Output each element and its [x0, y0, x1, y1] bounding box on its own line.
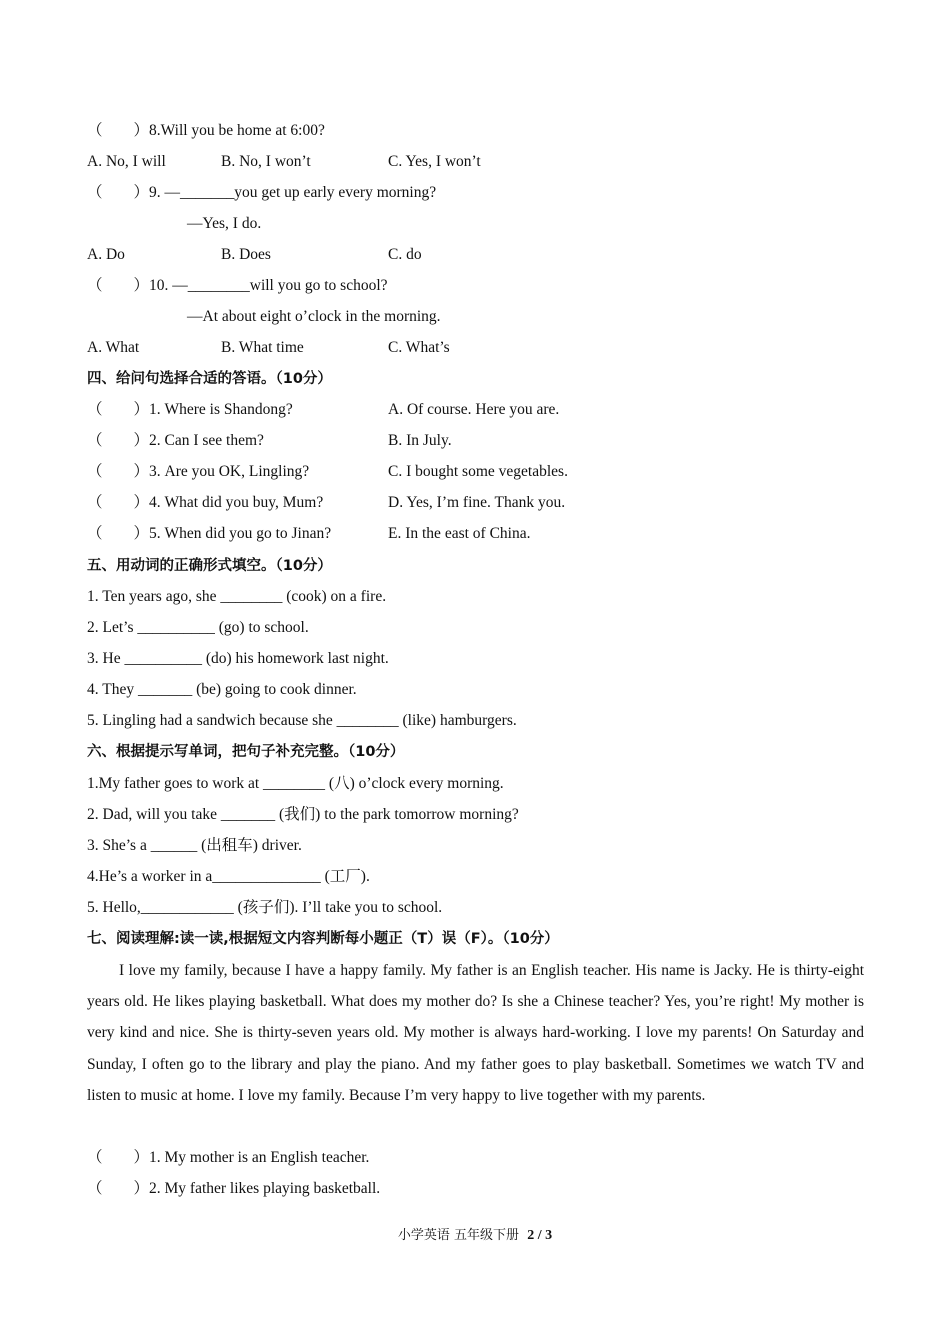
option-c: C. do	[388, 246, 422, 263]
verb-item-4: 4. They _______ (be) going to cook dinner.	[87, 681, 357, 698]
word-item-3: 3. She’s a ______ (出租车) driver.	[87, 837, 302, 854]
page-number: 2 / 3	[527, 1228, 553, 1243]
section-7-title: 七、阅读理解:读一读,根据短文内容判断每小题正（T）误（F）。（10分）	[87, 931, 559, 947]
question-9-reply: —Yes, I do.	[187, 215, 262, 232]
match-answer-b: B. In July.	[388, 432, 452, 449]
word-item-4: 4.He’s a worker in a______________ (工厂).	[87, 868, 370, 885]
footer-label: 小学英语 五年级下册	[397, 1228, 519, 1243]
match-question-3: （ ）3. Are you OK, Lingling?	[87, 463, 310, 480]
verb-item-3: 3. He __________ (do) his homework last night.	[87, 650, 389, 667]
question-10-options	[87, 338, 787, 358]
word-item-5: 5. Hello,____________ (孩子们). I’ll take you to school.	[87, 899, 443, 916]
reading-passage: I love my family, because I have a happy family. My father is an English teacher. His name is Jacky. He is thirty-eight years old. He likes playing basketball. What does my mother do? Is she a Chinese teacher? Yes, you’re right! My mother is very kind and nice. She is thirty-seven years old. My mother is always hard-working. I love my parents! On Saturday and Sunday, I often go to the library and play the piano. And my father goes to play basketball. Sometimes we watch TV and listen to music at home. I love my family. Because I’m very happy to live together with my parents.	[87, 962, 864, 1104]
option-b: B. Does	[221, 246, 271, 263]
match-question-4: （ ）4. What did you buy, Mum?	[87, 494, 324, 511]
verb-item-2: 2. Let’s __________ (go) to school.	[87, 619, 309, 636]
match-question-5: （ ）5. When did you go to Jinan?	[87, 525, 332, 542]
page-footer	[0, 1224, 950, 1244]
verb-item-5: 5. Lingling had a sandwich because she ________ (like) hamburgers.	[87, 712, 517, 729]
section-6-title: 六、根据提示写单词，把句子补充完整。（10分）	[87, 744, 405, 760]
word-item-2: 2. Dad, will you take _______ (我们) to the park tomorrow morning?	[87, 806, 519, 823]
question-10: （ ）10. —________will you go to school?	[87, 277, 388, 294]
word-item-1: 1.My father goes to work at ________ (八) o’clock every morning.	[87, 775, 504, 792]
question-9-options	[87, 245, 787, 265]
question-8: （ ）8.Will you be home at 6:00?	[87, 122, 325, 139]
question-10-reply: —At about eight o’clock in the morning.	[187, 308, 441, 325]
section-5-title: 五、用动词的正确形式填空。（10分）	[87, 558, 332, 574]
option-b: B. What time	[221, 339, 304, 356]
verb-item-1: 1. Ten years ago, she ________ (cook) on a fire.	[87, 588, 387, 605]
match-answer-a: A. Of course. Here you are.	[388, 401, 560, 418]
section-4-title: 四、给问句选择合适的答语。（10分）	[87, 371, 332, 387]
option-a: A. What	[87, 339, 140, 356]
tf-item-2: （ ）2. My father likes playing basketball.	[87, 1180, 381, 1197]
tf-item-1: （ ）1. My mother is an English teacher.	[87, 1149, 370, 1166]
question-8-options	[87, 152, 787, 172]
match-answer-d: D. Yes, I’m fine. Thank you.	[388, 494, 566, 511]
option-a: A. No, I will	[87, 153, 166, 170]
match-question-2: （ ）2. Can I see them?	[87, 432, 264, 449]
option-a: A. Do	[87, 246, 125, 263]
match-answer-c: C. I bought some vegetables.	[388, 463, 568, 480]
option-c: C. What’s	[388, 339, 450, 356]
match-answer-e: E. In the east of China.	[388, 525, 531, 542]
option-b: B. No, I won’t	[221, 153, 311, 170]
match-question-1: （ ）1. Where is Shandong?	[87, 401, 293, 418]
question-9: （ ）9. —_______you get up early every morning?	[87, 184, 437, 201]
option-c: C. Yes, I won’t	[388, 153, 481, 170]
